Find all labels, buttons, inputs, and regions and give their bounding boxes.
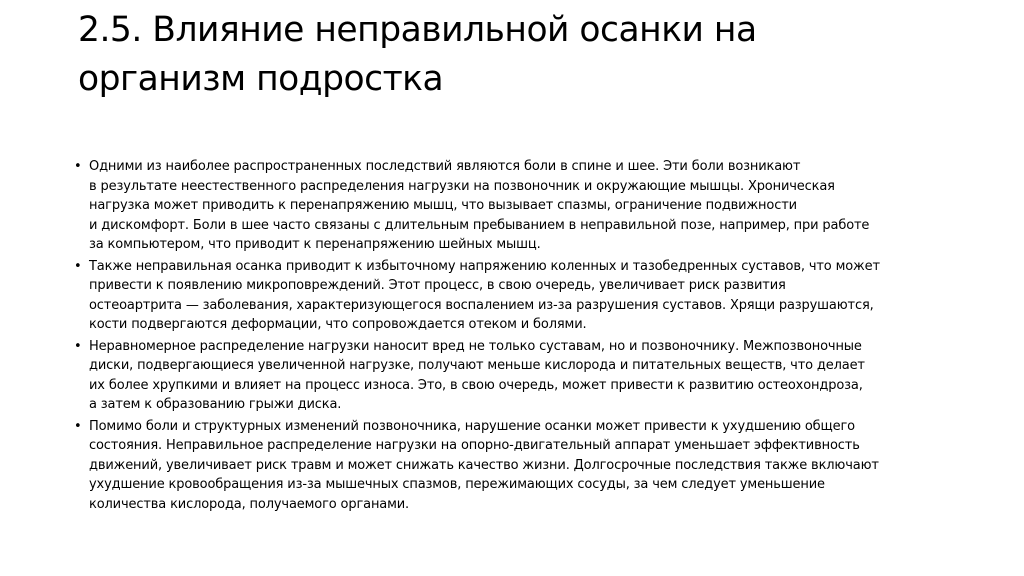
- slide-title-line: 2.5. Влияние неправильной осанки на: [78, 10, 757, 50]
- bullet-line: остеоартрита — заболевания, характеризующегося воспалением из-за разрушения суставов. Хрящи разрушаются,: [89, 297, 874, 313]
- bullet-list: [74, 157, 954, 516]
- bullet-line: привести к появлению микроповреждений. Этот процесс, в свою очередь, увеличивает риск развития: [89, 278, 786, 293]
- bullet-line: за компьютером, что приводит к перенапряжению шейных мышц.: [89, 237, 541, 252]
- bullet-line: а затем к образованию грыжи диска.: [89, 397, 342, 412]
- bullet-item: [74, 337, 954, 415]
- bullet-icon: •: [74, 418, 82, 434]
- bullet-text: [89, 337, 954, 415]
- bullet-line: Также неправильная осанка приводит к избыточному напряжению коленных и тазобедренных суставов, что может: [89, 258, 880, 274]
- bullet-line: движений, увеличивает риск травм и может снижать качество жизни. Долгосрочные последствия также включают: [89, 457, 879, 473]
- bullet-line: состояния. Неправильное распределение нагрузки на опорно-двигательный аппарат уменьшает эффективность: [89, 438, 860, 453]
- bullet-line: и дискомфорт. Боли в шее часто связаны с длительным пребыванием в неправильной позе, например, при работе: [89, 217, 870, 233]
- bullet-text: [89, 157, 954, 255]
- bullet-text: [89, 257, 954, 335]
- bullet-line: кости подвергаются деформации, что сопровождается отеком и болями.: [89, 317, 587, 332]
- bullet-line: ухудшение кровообращения из-за мышечных спазмов, пережимающих сосуды, за чем следует уменьшение: [89, 477, 825, 492]
- bullet-line: Неравномерное распределение нагрузки наносит вред не только суставам, но и позвоночнику. Межпозвоночные: [89, 338, 862, 354]
- bullet-icon: •: [74, 258, 82, 274]
- bullet-item: [74, 417, 954, 515]
- bullet-text: [89, 417, 954, 515]
- slide-title: [78, 6, 958, 104]
- bullet-line: Одними из наиболее распространенных последствий являются боли в спине и шее. Эти боли возникают: [89, 159, 801, 174]
- bullet-item: [74, 157, 954, 255]
- bullet-line: Помимо боли и структурных изменений позвоночника, нарушение осанки может привести к ухудшению общего: [89, 418, 855, 434]
- bullet-icon: •: [74, 159, 82, 174]
- bullet-item: [74, 257, 954, 335]
- bullet-line: нагрузка может приводить к перенапряжению мышц, что вызывает спазмы, ограничение подвижности: [89, 198, 797, 213]
- bullet-icon: •: [74, 338, 82, 354]
- bullet-line: количества кислорода, получаемого органами.: [89, 496, 410, 512]
- slide-title-line: организм подростка: [78, 59, 444, 99]
- bullet-line: диски, подвергающиеся увеличенной нагрузке, получают меньше кислорода и питательных веществ, что делает: [89, 358, 865, 373]
- bullet-line: в результате неестественного распределения нагрузки на позвоночник и окружающие мышцы. Хроническая: [89, 178, 835, 194]
- bullet-line: их более хрупкими и влияет на процесс износа. Это, в свою очередь, может привести к развитию остеохондроза,: [89, 377, 863, 393]
